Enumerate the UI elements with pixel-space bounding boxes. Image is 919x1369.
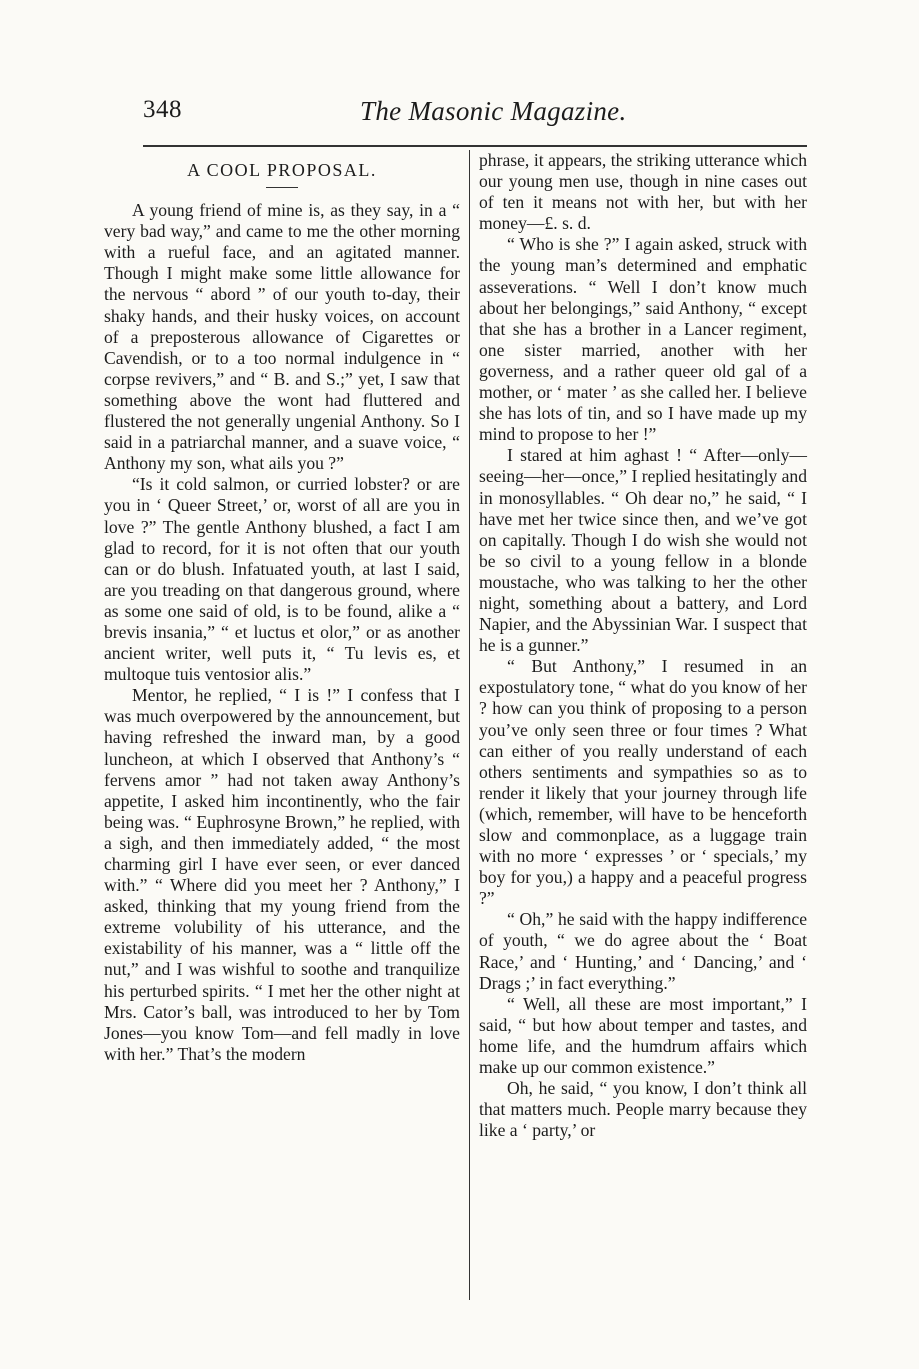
title-rule [266,187,298,188]
header-rule [143,145,807,147]
paragraph: I stared at him aghast ! “ After—only—seeing—her—once,” I replied hesitatingly and in monosyllables. “ Oh dear no,” he said, “ I have met her twice since then, and we’ve got on capitally. Though I do wish she would not be so civil to a young fellow in a blonde moustache, who was talking to her the other night, something about a battery, and Lord Napier, and the Abyssinian War. I suspect that he is a gunner.” [479,445,807,656]
article-title: A COOL PROPOSAL. [187,160,377,180]
paragraph-continuation: phrase, it appears, the striking utterance which our young men use, though in nine cases out of ten it means not with her, but with her money—£. s. d. [479,150,807,234]
left-column [104,150,460,1065]
paragraph: “ Oh,” he said with the happy indifference of youth, “ we do agree about the ‘ Boat Race,’ and ‘ Hunting,’ and ‘ Dancing,’ and ‘ Drags ;’ in fact everything.” [479,909,807,993]
running-title: The Masonic Magazine. [360,96,627,126]
paragraph: “Is it cold salmon, or curried lobster? or are you in ‘ Queer Street,’ or, worst of all are you in love ?” The gentle Anthony blushed, a fact I am glad to record, for it is not often that our youth can or do blush. Infatuated youth, at last I said, are you treading on that dangerous ground, where as some one said of old, is to be found, alike a “ brevis insania,” “ et luctus et olor,” or as another ancient writer, well puts it, “ Tu levis es, et multoque tuis ventosior alis.” [104,474,460,685]
paragraph: “ But Anthony,” I resumed in an expostulatory tone, “ what do you know of her ? how can you think of proposing to a person you’ve only seen three or four times ? What can either of you really understand of each others sentiments and sympathies so as to render it likely that your journey through life (which, remember, will have to be henceforth slow and commonplace, as a luggage train with no more ‘ expresses ’ or ‘ specials,’ my boy for you,) a happy and a peaceful progress ?” [479,656,807,909]
page-number: 348 [143,96,182,123]
paragraph: A young friend of mine is, as they say, in a “ very bad way,” and came to me the other morning with a rueful face, and an agitated manner. Though I might make some little allowance for the nervous “ abord ” of our youth to-day, their shaky hands, and their husky voices, on account of a preposterous allowance of Cigarettes or Cavendish, or to a too normal indulgence in “ corpse revivers,” and “ B. and S.;” yet, I saw that something above the wont had fluttered and flustered the not generally ungenial Anthony. So I said in a patriarchal manner, and a suave voice, “ Anthony my son, what ails you ?” [104,200,460,474]
paragraph: Oh, he said, “ you know, I don’t think all that matters much. People marry because they like a ‘ party,’ or [479,1078,807,1141]
paragraph: “ Who is she ?” I again asked, struck with the young man’s determined and emphatic asseverations. “ Well I don’t know much about her belongings,” said Anthony, “ except that she has a brother in a Lancer regiment, one sister married, another with her governess, and a rather queer old gal of a mother, or ‘ mater ’ as she called her. I believe she has lots of tin, and so I have made up my mind to propose to her !” [479,234,807,445]
paragraph: “ Well, all these are most important,” I said, “ but how about temper and tastes, and home life, and the humdrum affairs which make up our common existence.” [479,993,807,1078]
paragraph: Mentor, he replied, “ I is !” I confess that I was much overpowered by the announcement, but having refreshed the inward man, by a good luncheon, at which I observed that Anthony’s “ fervens amor ” had not taken away Anthony’s appetite, I asked him incontinently, who the fair being was. “ Euphrosyne Brown,” he replied, with a sigh, and then immediately added, “ the most charming girl I have ever seen, or ever danced with.” “ Where did you meet her ? Anthony,” I asked, thinking that my young friend from the extreme volubility of his utterance, and the existability of his manner, was a “ little off the nut,” and I was wishful to soothe and tranquilize his perturbed spirits. “ I met her the other night at Mrs. Cator’s ball, was introduced to her by Tom Jones—you know Tom—and fell madly in love with her.” That’s the modern [104,685,460,1064]
right-column [479,150,807,1141]
column-divider [469,150,470,1300]
